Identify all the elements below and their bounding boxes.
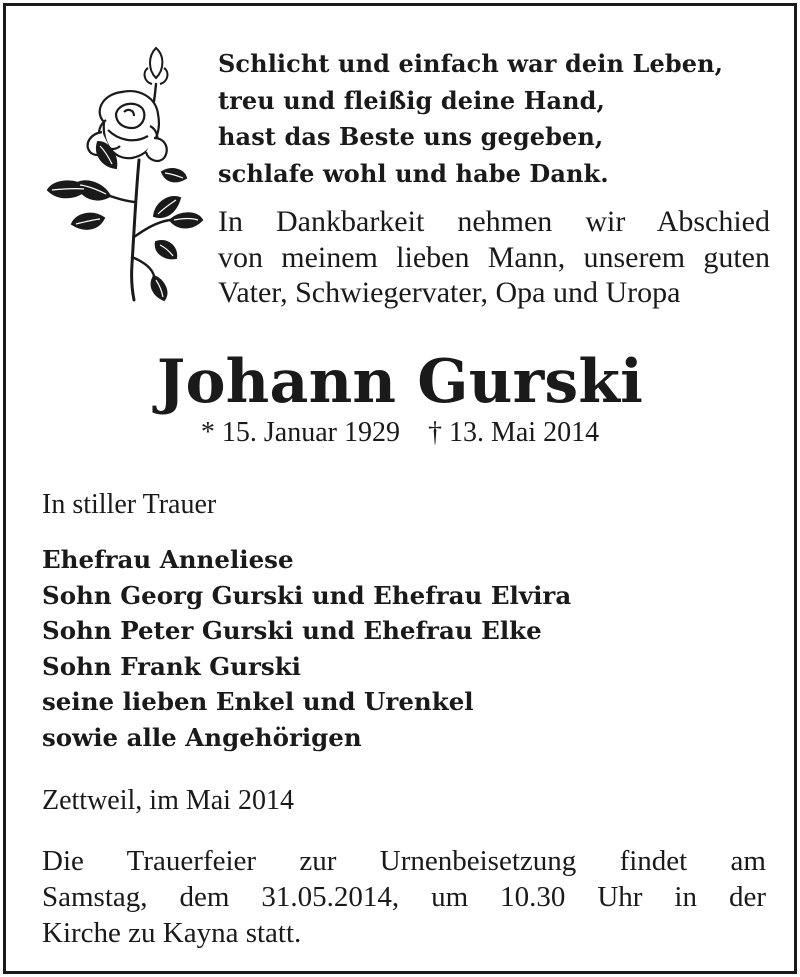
family-member: Sohn Frank Gurski: [42, 651, 301, 681]
rose-icon: [44, 42, 204, 304]
family-list: [42, 542, 571, 756]
funeral-line: Die Trauerfeier zur Urnenbeisetzung findet am: [42, 845, 766, 877]
obituary-notice: [3, 3, 797, 974]
deceased-name: Johann Gurski: [156, 347, 644, 417]
poem-line: treu und fleißig deine Hand,: [218, 85, 606, 115]
family-member: Sohn Peter Gurski und Ehefrau Elke: [42, 616, 542, 646]
funeral-line: Samstag, dem 31.05.2014, um 10.30 Uhr in der: [42, 881, 766, 913]
poem-line: hast das Beste uns gegeben,: [218, 122, 604, 151]
family-member: sowie alle Angehörigen: [42, 722, 362, 752]
farewell-line: Vater, Schwiegervater, Opa und Uropa: [218, 276, 681, 309]
poem-line: schlafe wohl und habe Dank.: [218, 158, 609, 188]
family-member: Ehefrau Anneliese: [42, 545, 294, 574]
poem-verse: [218, 46, 778, 192]
birth-date: * 15. Januar 1929: [200, 417, 400, 448]
funeral-line: Kirche zu Kayna statt.: [42, 917, 302, 949]
farewell-text: [218, 204, 770, 311]
mourning-label: In stiller Trauer: [42, 489, 217, 520]
funeral-notice: [42, 843, 766, 951]
family-member: Sohn Georg Gurski und Ehefrau Elvira: [42, 580, 572, 610]
life-dates: [6, 416, 794, 450]
poem-line: Schlicht und einfach war dein Leben,: [218, 49, 724, 78]
family-member: seine lieben Enkel und Urenkel: [42, 687, 474, 717]
farewell-line: In Dankbarkeit nehmen wir Abschied: [218, 205, 770, 238]
farewell-line: von meinem lieben Mann, unserem guten: [218, 240, 770, 274]
place-date: Zettweil, im Mai 2014: [42, 785, 294, 816]
death-date: † 13. Mai 2014: [427, 417, 600, 448]
